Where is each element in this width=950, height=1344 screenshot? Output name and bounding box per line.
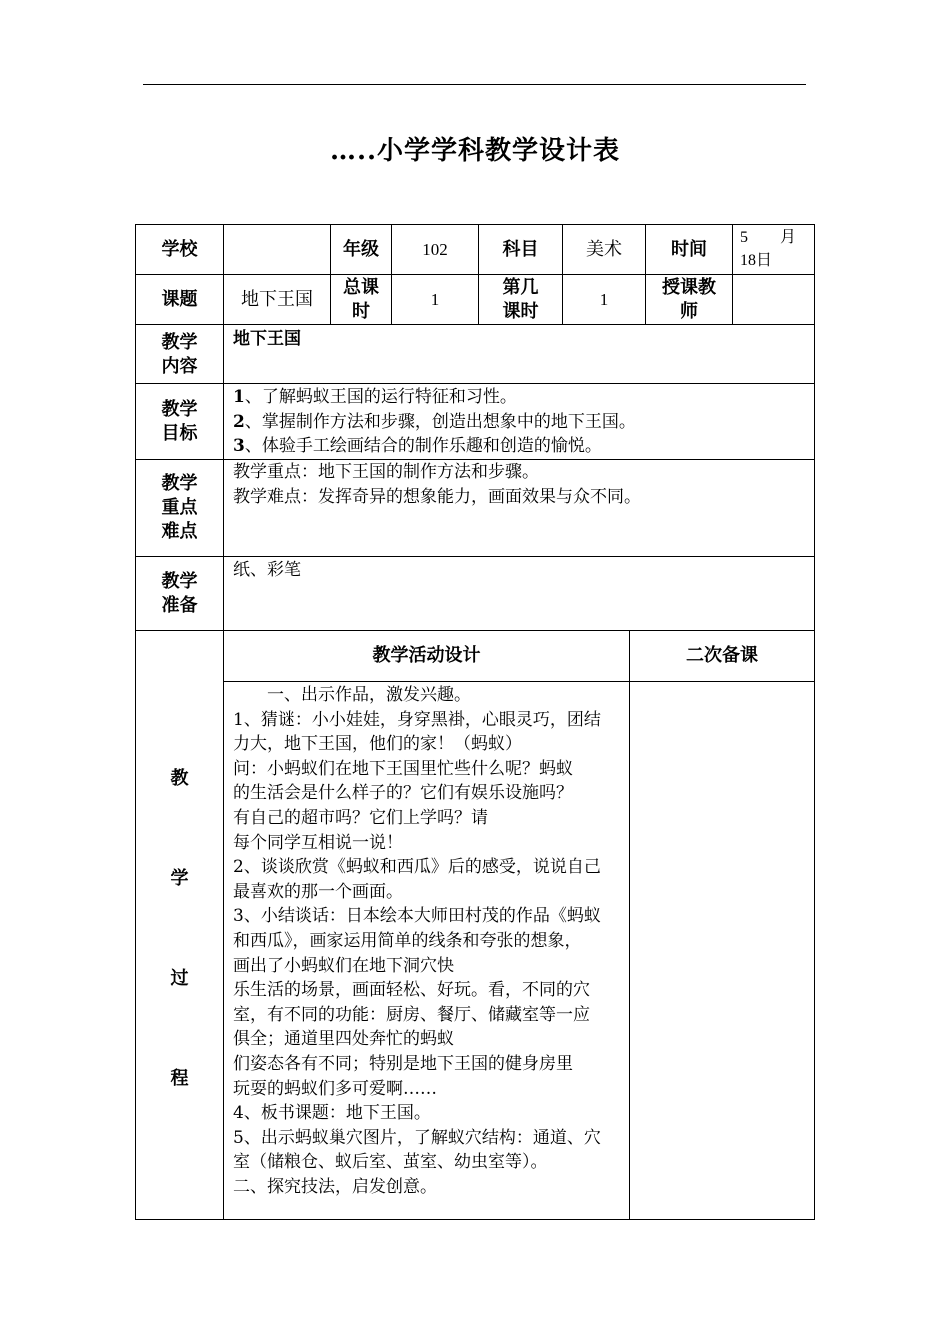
lesson-number-label-line2: 课时 xyxy=(502,301,539,322)
lesson-number-label xyxy=(479,276,562,324)
activity-design-body xyxy=(233,683,625,1199)
teacher-label-line2: 师 xyxy=(680,301,698,322)
activity-line: 力大，地下王国，他们的家！（蚂蚁） xyxy=(233,734,522,755)
activity-line: 5、出示蚂蚁巢穴图片，了解蚁穴结构：通道、穴 xyxy=(233,1127,601,1148)
label-column-divider xyxy=(223,224,224,1220)
teacher-label xyxy=(646,276,732,324)
time-value-line1: 5 月 xyxy=(740,229,797,246)
grid-line xyxy=(135,274,815,275)
grid-line xyxy=(223,681,815,682)
activity-line: 1、猜谜：小小娃娃，身穿黑褂，心眼灵巧，团结 xyxy=(233,709,601,730)
grade-label: 年级 xyxy=(343,239,379,260)
second-prep-header: 二次备课 xyxy=(686,645,758,666)
goal-text: 、了解蚂蚁王国的运行特征和习性。 xyxy=(244,387,517,407)
process-label-char: 程 xyxy=(170,1068,189,1089)
activity-line: 二、探究技法，启发创意。 xyxy=(233,1176,437,1197)
prep-label-line2: 准备 xyxy=(161,595,198,616)
activity-line: 最喜欢的那一个画面。 xyxy=(233,881,403,902)
goals-label xyxy=(136,398,223,446)
process-label-char: 学 xyxy=(170,868,189,889)
content-value: 地下王国 xyxy=(233,329,301,349)
goal-item xyxy=(233,410,636,435)
goal-number: 2 xyxy=(233,411,245,432)
keypoint-difficulty: 教学难点：发挥奇异的想象能力，画面效果与众不同。 xyxy=(233,487,641,507)
activity-line: 问：小蚂蚁们在地下王国里忙些什么呢？蚂蚁 xyxy=(233,758,573,779)
keypoints-label-line2: 重点 xyxy=(161,497,198,518)
process-label-char: 过 xyxy=(170,968,189,989)
subject-label: 科目 xyxy=(502,239,539,260)
activity-line: 每个同学互相说一说！ xyxy=(233,832,403,853)
process-label-char: 教 xyxy=(170,768,189,789)
time-value-line2: 18日 xyxy=(740,252,773,269)
page-title: …..小学学科教学设计表 xyxy=(329,136,621,166)
topic-value: 地下王国 xyxy=(241,289,313,310)
table-border-bottom xyxy=(135,1219,815,1220)
activity-line: 们姿态各有不同；特别是地下王国的健身房里 xyxy=(233,1053,573,1074)
prep-label-line1: 教学 xyxy=(161,571,198,592)
goal-text: 、体验手工绘画结合的制作乐趣和创造的愉悦。 xyxy=(244,436,602,456)
content-label-line2: 内容 xyxy=(161,356,198,377)
activity-line: 室（储粮仓、蚁后室、茧室、幼虫室等）。 xyxy=(233,1152,548,1173)
activity-line: 2、谈谈欣赏《蚂蚁和西瓜》后的感受，说说自己 xyxy=(233,857,601,878)
lesson-number-label-line1: 第几 xyxy=(502,277,539,298)
table-border-top xyxy=(135,224,815,225)
total-hours-value: 1 xyxy=(430,290,440,309)
grid-line xyxy=(135,630,815,631)
grid-line xyxy=(135,324,815,325)
grid-line xyxy=(629,630,630,1220)
activity-line: 画出了小蚂蚁们在地下洞穴快 xyxy=(233,955,454,976)
goal-item xyxy=(233,434,636,459)
keypoints-label-line1: 教学 xyxy=(161,473,198,494)
activity-line: 和西瓜》，画家运用简单的线条和夸张的想象， xyxy=(233,930,582,951)
keypoints-label-line3: 难点 xyxy=(161,521,198,542)
activity-line: 4、板书课题：地下王国。 xyxy=(233,1103,431,1124)
header-rule xyxy=(143,84,806,85)
activity-line: 3、小结谈话：日本绘本大师田村茂的作品《蚂蚁 xyxy=(233,906,601,927)
activity-line: 有自己的超市吗？它们上学吗？请 xyxy=(233,807,488,828)
lesson-number-value: 1 xyxy=(599,290,609,309)
goal-number: 1 xyxy=(233,387,245,407)
grid-line xyxy=(135,383,815,384)
grid-line xyxy=(135,556,815,557)
time-label: 时间 xyxy=(671,239,707,260)
goals-label-line1: 教学 xyxy=(161,399,198,420)
activity-line: 室，有不同的功能：厨房、餐厅、储藏室等一应 xyxy=(233,1004,590,1025)
goals-list xyxy=(233,385,636,459)
table-border-right xyxy=(814,224,815,1220)
keypoints-label xyxy=(136,472,223,544)
total-hours-label xyxy=(331,276,391,324)
activity-line: 的生活会是什么样子的？它们有娱乐设施吗？ xyxy=(233,783,573,804)
subject-value: 美术 xyxy=(586,239,622,260)
goal-number: 3 xyxy=(233,436,245,456)
activity-design-header: 教学活动设计 xyxy=(372,645,481,666)
teacher-label-line1: 授课教 xyxy=(662,277,716,298)
goals-label-line2: 目标 xyxy=(161,423,198,444)
content-label-line1: 教学 xyxy=(161,332,198,353)
activity-line: 俱全；通道里四处奔忙的蚂蚁 xyxy=(233,1029,454,1050)
grade-value: 102 xyxy=(422,240,448,259)
prep-value: 纸、彩笔 xyxy=(233,560,301,580)
total-hours-label-line1: 总课 xyxy=(343,277,379,298)
time-value xyxy=(740,226,810,272)
content-label xyxy=(136,331,223,379)
goal-item xyxy=(233,385,636,410)
school-label: 学校 xyxy=(161,239,198,260)
activity-line: 一、出示作品，激发兴趣。 xyxy=(233,685,471,705)
total-hours-label-line2: 时 xyxy=(352,301,370,322)
prep-label xyxy=(136,570,223,618)
goal-text: 、掌握制作方法和步骤，创造出想象中的地下王国。 xyxy=(244,411,636,432)
keypoints-text xyxy=(233,460,641,510)
keypoint-focus: 教学重点：地下王国的制作方法和步骤。 xyxy=(233,462,539,482)
activity-line: 玩耍的蚂蚁们多可爱啊…… xyxy=(233,1078,437,1099)
topic-label: 课题 xyxy=(161,289,198,310)
activity-line: 乐生活的场景，画面轻松、好玩。看，不同的穴 xyxy=(233,980,590,1001)
